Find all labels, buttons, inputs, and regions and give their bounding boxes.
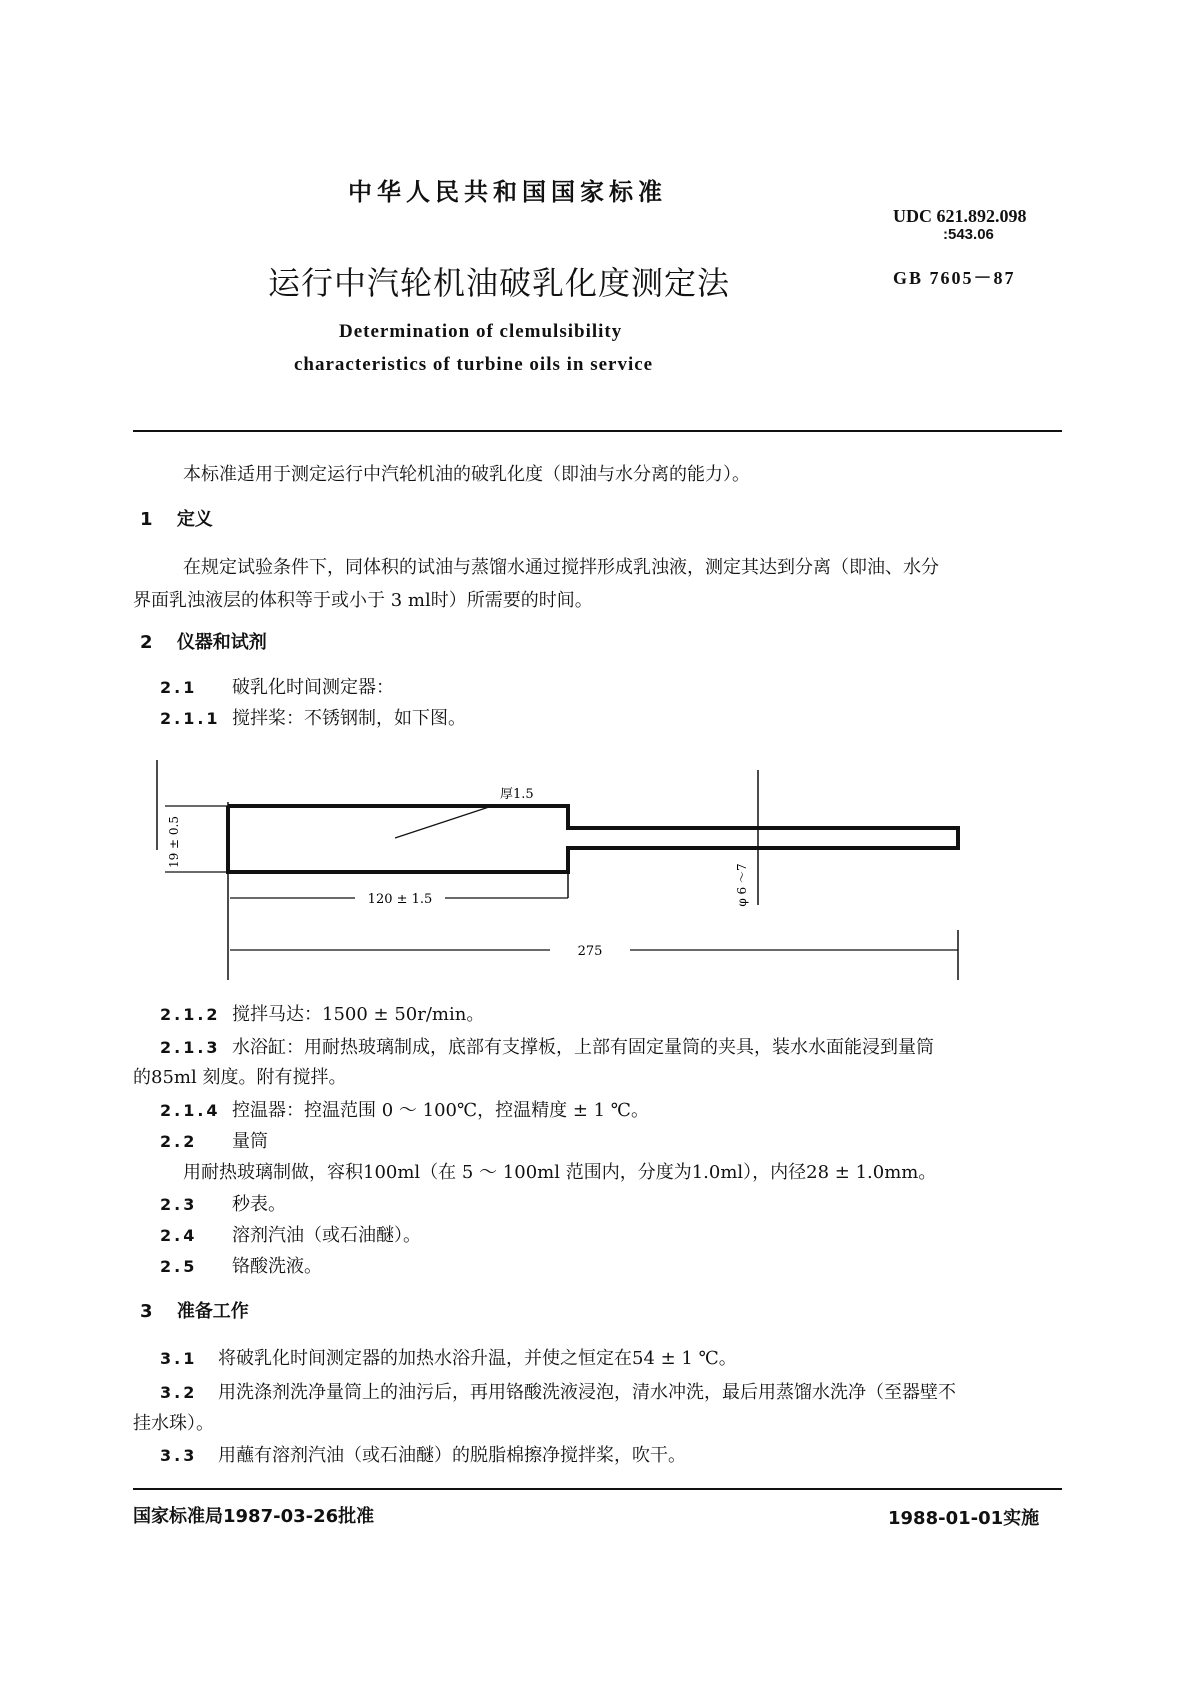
item-number: 2.1.3 (160, 1038, 221, 1057)
item-text: 水浴缸：用耐热玻璃制成，底部有支撑板，上部有固定量筒的夹具，装水水面能浸到量筒 (232, 1037, 934, 1058)
item-2-1-2 (160, 1000, 484, 1026)
item-text: 铬酸洗液。 (232, 1256, 322, 1277)
item-text: 破乳化时间测定器： (232, 677, 394, 698)
udc-code-continued: :543.06 (943, 226, 994, 243)
thickness-label: 厚1.5 (500, 787, 534, 802)
gb-number: GB 7605－87 (893, 268, 1016, 288)
item-text: 秒表。 (232, 1194, 286, 1215)
section-2-title: 仪器和试剂 (176, 632, 267, 653)
item-number: 2.4 (160, 1226, 198, 1245)
item-3-2-continued: 挂水珠）。 (133, 1413, 214, 1434)
section-3-title: 准备工作 (176, 1301, 249, 1322)
item-text: 将破乳化时间测定器的加热水浴升温，并使之恒定在54 ± 1 ℃。 (218, 1348, 737, 1369)
section-1-heading (140, 505, 213, 531)
item-2-2 (160, 1127, 268, 1153)
section-1-number: 1 (140, 509, 153, 530)
section-3-heading (140, 1297, 249, 1323)
item-number: 2.1 (160, 678, 198, 697)
item-3-3 (160, 1441, 686, 1467)
section-2-heading (140, 628, 267, 654)
item-2-3 (160, 1190, 286, 1216)
shaft-diameter-label: φ 6 ～7 (735, 863, 749, 907)
stirring-paddle-diagram (140, 750, 980, 980)
item-number: 3.2 (160, 1383, 198, 1402)
english-title-line1: Determination of clemulsibility (339, 321, 623, 342)
section-1-text-line1: 在规定试验条件下，同体积的试油与蒸馏水通过搅拌形成乳浊液，测定其达到分离（即油、水分 (183, 557, 939, 578)
item-text: 搅拌马达：1500 ± 50r/min。 (232, 1004, 485, 1025)
paddle-outline (228, 806, 958, 872)
item-number: 2.1.1 (160, 709, 221, 728)
item-2-5 (160, 1252, 322, 1278)
item-2-1-4 (160, 1096, 649, 1122)
blade-length-label: 120 ± 1.5 (367, 892, 433, 907)
item-3-2 (160, 1378, 956, 1404)
item-2-1 (160, 673, 394, 699)
total-length-label: 275 (577, 944, 603, 959)
header-divider (133, 430, 1062, 432)
item-text: 量筒 (232, 1131, 268, 1152)
item-number: 2.2 (160, 1132, 198, 1151)
item-2-1-1 (160, 704, 466, 730)
section-1-text-line2: 界面乳浊液层的体积等于或小于 3 ml时）所需要的时间。 (133, 590, 593, 611)
item-3-1 (160, 1344, 737, 1370)
standard-org-heading: 中华人民共和国国家标准 (348, 178, 667, 206)
item-2-1-3 (160, 1033, 934, 1059)
thickness-leader (395, 805, 495, 838)
footer-divider (133, 1488, 1062, 1490)
item-text: 溶剂汽油（或石油醚）。 (232, 1225, 421, 1246)
item-2-4 (160, 1221, 421, 1247)
approval-date: 国家标准局1987-03-26批准 (133, 1506, 375, 1527)
item-2-2-text: 用耐热玻璃制做，容积100ml（在 5 ～ 100ml 范围内，分度为1.0ml），内径28 ± 1.0mm。 (183, 1162, 937, 1183)
document-title: 运行中汽轮机油破乳化度测定法 (268, 264, 731, 302)
section-3-number: 3 (140, 1301, 153, 1322)
item-number: 2.1.4 (160, 1101, 221, 1120)
item-2-1-3-continued: 的85ml 刻度。附有搅拌。 (133, 1067, 347, 1088)
item-text: 控温器：控温范围 0 ～ 100℃，控温精度 ± 1 ℃。 (232, 1100, 649, 1121)
section-1-title: 定义 (176, 509, 213, 530)
item-number: 2.5 (160, 1257, 198, 1276)
item-text: 用蘸有溶剂汽油（或石油醚）的脱脂棉擦净搅拌桨，吹干。 (218, 1445, 686, 1466)
height-dimension-label: 19 ± 0.5 (167, 815, 181, 869)
section-2-number: 2 (140, 632, 153, 653)
item-number: 2.3 (160, 1195, 198, 1214)
effective-date: 1988-01-01实施 (888, 1508, 1040, 1529)
item-text: 用洗涤剂洗净量筒上的油污后，再用铬酸洗液浸泡，清水冲洗，最后用蒸馏水洗净（至器壁不 (218, 1382, 956, 1403)
intro-paragraph: 本标准适用于测定运行中汽轮机油的破乳化度（即油与水分离的能力）。 (183, 464, 750, 485)
english-title-line2: characteristics of turbine oils in service (294, 354, 654, 375)
item-text: 搅拌桨：不锈钢制，如下图。 (232, 708, 466, 729)
item-number: 2.1.2 (160, 1005, 221, 1024)
udc-code: UDC 621.892.098 (893, 206, 1027, 226)
item-number: 3.1 (160, 1349, 198, 1368)
item-number: 3.3 (160, 1446, 198, 1465)
